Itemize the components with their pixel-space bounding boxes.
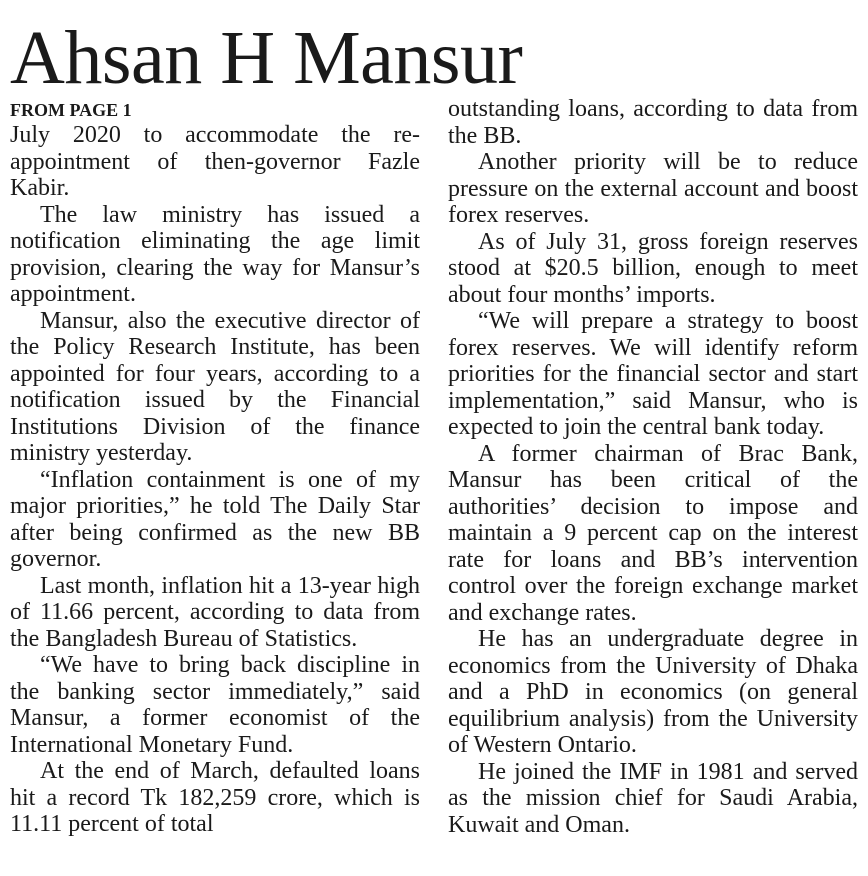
- paragraph: At the end of March, defaulted loans hit a record Tk 182,259 crore, which is 11.11 percent of total: [10, 758, 420, 837]
- paragraph: July 2020 to accommodate the re-appointment of then-governor Fazle Kabir.: [10, 122, 420, 201]
- paragraph: Another priority will be to reduce pressure on the external account and boost forex reserves.: [448, 149, 858, 228]
- paragraph: “Inflation containment is one of my major priorities,” he told The Daily Star after being confirmed as the new BB governor.: [10, 466, 420, 572]
- kicker-from-page-1: FROM PAGE 1: [10, 100, 132, 120]
- paragraph: As of July 31, gross foreign reserves stood at $20.5 billion, enough to meet about four months’ imports.: [448, 228, 858, 308]
- paragraph: “We will prepare a strategy to boost forex reserves. We will identify reform priorities for the financial sector and start implementation,” said Mansur, who is expected to join the central bank today.: [448, 308, 858, 440]
- paragraph: Mansur, also the executive director of the Policy Research Institute, has been appointed for four years, according to a notification issued by the Financial Institutions Division of the finance ministry yesterday.: [10, 307, 420, 466]
- paragraph: “We have to bring back discipline in the banking sector immediately,” said Mansur, a former economist of the International Monetary Fund.: [10, 652, 420, 758]
- article-column-1: [10, 122, 420, 838]
- article-column-2: [448, 96, 858, 838]
- paragraph: He joined the IMF in 1981 and served as the mission chief for Saudi Arabia, Kuwait and Oman.: [448, 758, 858, 838]
- paragraph: Last month, inflation hit a 13-year high of 11.66 percent, according to data from the Bangladesh Bureau of Statistics.: [10, 572, 420, 652]
- paragraph: A former chairman of Brac Bank, Mansur has been critical of the authorities’ decision to impose and maintain a 9 percent cap on the interest rate for loans and BB’s intervention control over the foreign exchange market and exchange rates.: [448, 440, 858, 626]
- paragraph: He has an undergraduate degree in economics from the University of Dhaka and a PhD in economics (on general equilibrium analysis) from the University of Western Ontario.: [448, 626, 858, 758]
- paragraph: outstanding loans, according to data from the BB.: [448, 96, 858, 149]
- paragraph: The law ministry has issued a notification eliminating the age limit provision, clearing the way for Mansur’s appointment.: [10, 201, 420, 307]
- headline: Ahsan H Mansur: [10, 16, 523, 100]
